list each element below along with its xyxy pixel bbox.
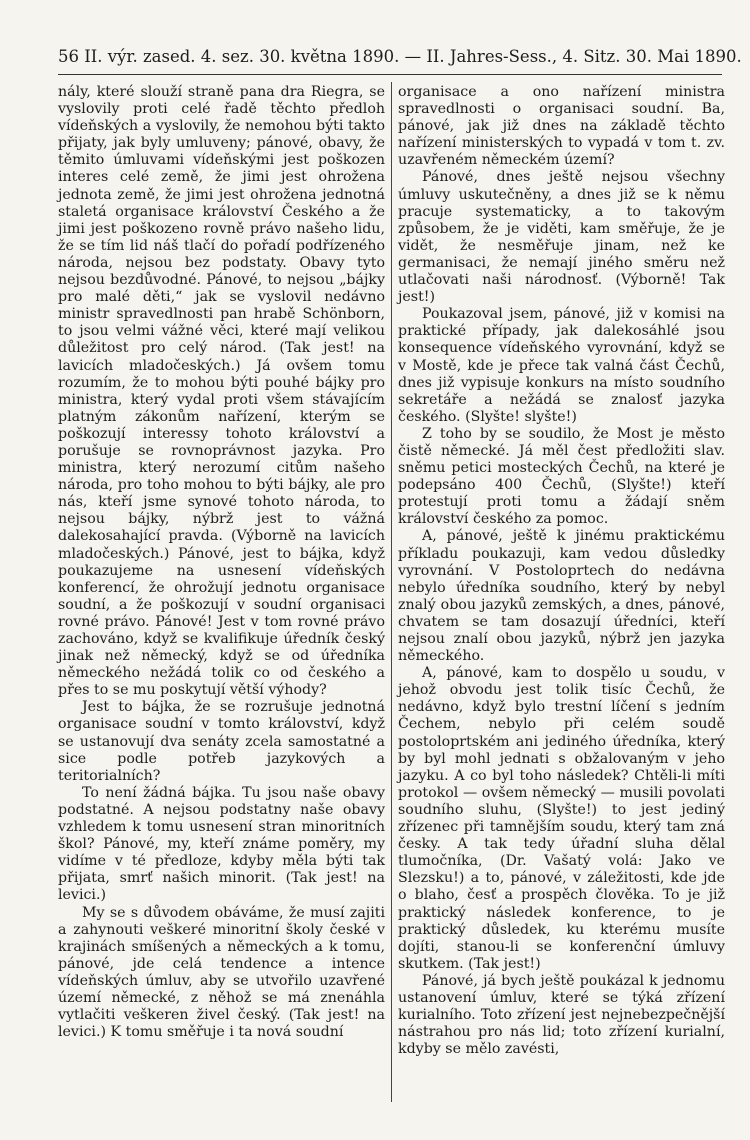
paragraph: A, pánové, kam to dospělo u soudu, v jehož obvodu jest tolik tisíc Čechů, že nedávno, když bylo trestní líčení s jedním Čechem, nebylo při celém soudě postoloprtském ani jediného úředníka, který by byl mohl jednati s obžalovaným v jeho jazyku. A co byl toho následek? Chtěli-li míti protokol — ovšem německý — musili povolati soudního sluhu, (Slyšte!) to jest jediný zřízenec při tamnějším soudu, který tam zná česky. A tak tedy úřadní sluha dělal tlumočníka, (Dr. Vašatý volá: Jako ve Slezsku!) a to, pánové, v záležitosti, kde jde o blaho, česť a prospěch člověka. To je již praktický následek konference, to je praktický důsledek, ku kterému musíte dojíti, stanou-li se konferenční úmluvy skutkem. (Tak jest!) <box>398 665 725 972</box>
paragraph: nály, které slouží straně pana dra Riegra, se vyslovily proti celé řadě těchto předloh vídeňských a vyslovily, že nemohou býti takto přijaty, jak byly umluveny; pánové, obavy, že těmito úmluvami vídeňskými jest poškozen interes celé země, že jimi jest ohrožena jednota země, že jimi jest ohrožena jednotná staletá organisace království Českého a že jimi jest poškozeno rovně právo našeho lidu, že se tím lid náš tlačí do pořadí podřízeného národa, nejsou bez podstaty. Obavy tyto nejsou bezdůvodné. Pánové, to nejsou „bájky pro malé děti,“ jak se vyslovil nedávno ministr spravedlnosti pan hrabě Schönborn, to jsou velmi vážné věci, které mají velikou důležitost pro celý národ. (Tak jest! na lavicích mladočeských.) Já ovšem tomu rozumím, že to mohou býti pouhé bájky pro ministra, který vydal proti všem stávajícím platným zákonům nařízení, kterým se poškozují interessy tohoto království a porušuje se rovnoprávnost jazyka. Pro ministra, který nerozumí citům našeho národa, pro toho mohou to býti bájky, ale pro nás, kteří jsme synové tohoto národa, to nejsou bájky, nýbrž jest to vážná dalekosahající pravda. (Výborně na lavicích mladočeských.) Pánové, jest to bájka, když poukazujeme na usnesení vídeňských konferencí, že ohrožují jednotu organisace soudní, a že poškozují v soudní organisaci rovné právo. Pánové! Jest v tom rovné právo zachováno, když se kvalifikuje úředník český jinak než německý, když se od úředníka německého nežádá tolik co od českého a přes to se mu poskytují větší výhody? <box>58 84 385 699</box>
left-column <box>58 84 385 1041</box>
paragraph: A, pánové, ještě k jinému praktickému příkladu poukazuji, kam vedou důsledky vyrovnání. V Postoloprtech do nedávna nebylo úředníka soudního, který by nebyl znalý obou jazyků zemských, a dnes, pánové, chvatem se tam dosazují úředníci, kteří nejsou znalí obou jazyků, nýbrž jen jazyka německého. <box>398 528 725 665</box>
paragraph: Pánové, já bych ještě poukázal k jednomu ustanovení úmluv, které se týká zřízení kurialního. Toto zřízení jest nejnebezpečnější nástrahou pro nás lid; toto zřízení kurialní, kdyby se mělo zavésti, <box>398 972 725 1058</box>
page-header: 56 II. výr. zased. 4. sez. 30. května 1890. — II. Jahres-Sess., 4. Sitz. 30. Mai 1890. <box>58 40 722 75</box>
paragraph: Jest to bájka, že se rozrušuje jednotná organisace soudní v tomto království, když se ustanovují dva senáty zcela samostatné a sice podle potřeb jazykových a teritorialních? <box>58 699 385 784</box>
paragraph: Z toho by se soudilo, že Most je město čistě německé. Já měl čest předložiti slav. sněmu petici mosteckých Čechů, na které je podepsáno 400 Čechů, (Slyšte!) kteří protestují proti tomu a žádají sněm království českého za pomoc. <box>398 425 725 528</box>
right-column <box>398 84 725 1058</box>
paragraph: My se s důvodem obáváme, že musí zajiti a zahynouti veškeré minoritní školy české v krajinách smíšených a německých a k tomu, pánové, jde celá tendence a intence vídeňských úmluv, aby se utvořilo uzavřené území německé, z něhož se má znenáhla vytlačiti veškeren živel český. (Tak jest! na levici.) K tomu směřuje i ta nová soudní <box>58 904 385 1041</box>
paragraph: organisace a ono nařízení ministra spravedlnosti o organisaci soudní. Ba, pánové, jak již dnes na základě těchto nařízení ministerských to vypadá v tom t. zv. uzavřeném německém území? <box>398 84 725 169</box>
paragraph: Pánové, dnes ještě nejsou všechny úmluvy uskutečněny, a dnes již se k němu pracuje systematicky, a to takovým způsobem, že je viděti, kam směřuje, že je vidět, že nesměřuje jinam, než ke germanisaci, že nemají jiného směru než utlačovati naši národnosť. (Výborně! Tak jest!) <box>398 169 725 306</box>
column-divider <box>391 82 392 1102</box>
paragraph: Poukazoval jsem, pánové, již v komisi na praktické případy, jak dalekosáhlé jsou konsequence vídeňského vyrovnání, když se v Mostě, kde je přece tak valná část Čechů, dnes již vypisuje konkurs na místo soudního sekretáře a nežádá se znalosť jazyka českého. (Slyšte! slyšte!) <box>398 306 725 425</box>
paragraph: To není žádná bájka. Tu jsou naše obavy podstatné. A nejsou podstatny naše obavy vzhledem k tomu usnesení stran minoritních škol? Pánové, my, kteří známe poměry, my vidíme v té předloze, kdyby měla býti tak přijata, smrť našich minorit. (Tak jest! na levici.) <box>58 784 385 904</box>
